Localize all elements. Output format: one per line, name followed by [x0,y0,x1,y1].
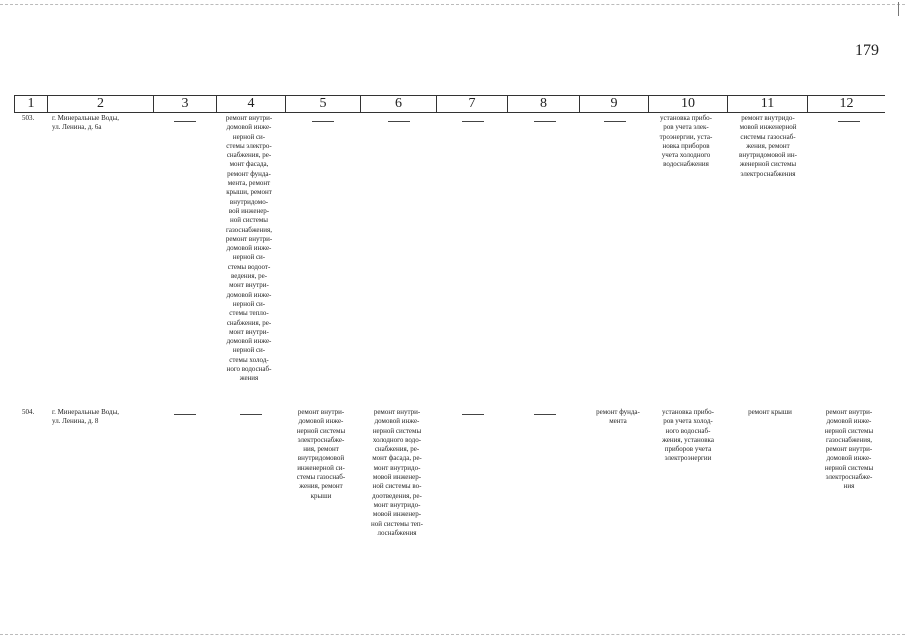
scan-edge-mark [898,2,899,16]
text-line: ремонт внутридо- [741,114,795,122]
text-line: установка прибо- [660,114,712,122]
text-line: стемы тепло- [229,309,269,318]
text-line: ния [843,482,855,491]
text-line: ремонт фунда- [227,169,271,178]
text-line: ведения, ре- [230,272,268,281]
empty-dash [174,414,196,415]
text-line: мента [609,417,627,426]
text-line: мовой инженерной [739,123,797,132]
text-line: мовой инженер- [372,473,422,482]
text-line: домовой инже- [226,337,272,346]
text-line: жения, ремонт [746,141,790,150]
text-line: электроэнергии [664,454,712,463]
text-line: приборов учета [664,445,712,454]
text-line: ремонт крыши [748,408,792,416]
header-cell-10: 10 [648,96,727,112]
header-cell-6: 6 [360,96,436,112]
works-cell-col12 [808,408,890,492]
text-line: стемы электро- [226,141,272,150]
text-line: внутридомовой ин- [739,151,797,160]
text-line: нерной системы [296,426,346,435]
text-line: электроснабжения [740,169,796,178]
text-line: нерной си- [232,346,266,355]
text-line: монт внутридо- [373,463,421,472]
text-line: монт фасада, ре- [372,454,422,463]
empty-dash [174,121,196,122]
text-line: нерной системы [372,426,422,435]
empty-dash [838,121,860,122]
text-line: стемы газоснаб- [296,473,346,482]
text-line: жения [239,374,259,383]
text-line: газоснабжения, [825,435,873,444]
text-line: системы газоснаб- [740,132,796,141]
text-line: учета холодного [661,151,711,160]
text-line: установка прибо- [662,408,714,416]
address-line: ул. Ленина, д. 6а [52,123,102,132]
header-cell-12: 12 [807,96,885,112]
text-line: стемы холод- [229,355,269,364]
address-line: ул. Ленина, д. 8 [52,417,99,426]
works-cell-col9 [582,408,654,427]
text-line: газоснабжения, [225,225,273,234]
empty-dash [462,121,484,122]
row-number: 504. [22,408,35,416]
text-line: ремонт внутри- [373,408,421,416]
text-line: вой инженер- [228,206,270,215]
text-line: электроснабже- [297,435,345,444]
text-line: крыши [310,491,332,500]
text-line: троэнергии, уста- [659,132,713,141]
text-line: инженерной си- [297,463,345,472]
scan-top-edge [0,4,905,5]
works-cell-col5 [281,408,361,501]
table-header-row [14,95,885,113]
text-line: ной системы [229,216,268,225]
text-line: электроснабже- [825,473,873,482]
text-line: ного водоснаб- [665,426,711,435]
text-line: домовой инже- [826,454,872,463]
text-line: ров учета элек- [663,123,709,132]
empty-dash [240,414,262,415]
text-line: ной системы во- [372,482,422,491]
text-line: ного водоснаб- [226,365,272,374]
header-cell-8: 8 [507,96,579,112]
header-cell-4: 4 [216,96,285,112]
text-line: водоснабжения [663,160,709,169]
text-line: нерной си- [232,299,266,308]
text-line: жения, установка [662,435,714,444]
text-line: домовой инже- [826,417,872,426]
text-line: ной системы теп- [371,519,423,528]
header-cell-3: 3 [153,96,216,112]
address-cell [52,408,152,427]
text-line: лоснабжения [377,528,417,537]
address-line: г. Минеральные Воды, [52,408,120,416]
text-line: холодного водо- [372,435,422,444]
text-line: снабжения, ре- [226,151,272,160]
text-line: снабжения, ре- [374,445,420,454]
text-line: мента, ремонт [227,179,271,188]
text-line: нерной си- [232,132,266,141]
text-line: ремонт фунда- [596,408,640,416]
text-line: нерной системы [824,463,874,472]
text-line: нерной системы [824,426,874,435]
text-line: домовой инже- [374,417,420,426]
address-line: г. Минеральные Воды, [52,114,120,122]
text-line: стемы водоот- [227,262,271,271]
header-cell-9: 9 [579,96,648,112]
works-cell-col6 [357,408,437,538]
text-line: женерной системы [739,160,797,169]
text-line: новка приборов [662,141,710,150]
row-number: 503. [22,114,35,122]
text-line: монт внутри- [229,327,269,336]
text-line: ров учета холод- [663,417,713,426]
text-line: ния, ремонт [303,445,339,454]
text-line: внутридомовой [297,454,345,463]
empty-dash [462,414,484,415]
empty-dash [534,121,556,122]
page-number: 179 [855,42,879,59]
text-line: домовой инже- [226,123,272,132]
empty-dash [388,121,410,122]
works-cell-col4 [209,114,289,384]
header-cell-7: 7 [436,96,507,112]
text-line: мовой инженер- [372,510,422,519]
empty-dash [604,121,626,122]
header-cell-11: 11 [727,96,807,112]
text-line: домовой инже- [298,417,344,426]
header-cell-1: 1 [14,96,47,112]
header-cell-2: 2 [47,96,153,112]
text-line: ремонт внутри- [825,408,873,416]
empty-dash [312,121,334,122]
empty-dash [534,414,556,415]
header-cell-5: 5 [285,96,360,112]
text-line: монт фасада, [229,160,269,169]
text-line: монт внутридо- [373,500,421,509]
text-line: нерной си- [232,253,266,262]
text-line: доотведения, ре- [372,491,422,500]
works-cell-col10 [644,114,728,170]
text-line: домовой инже- [226,290,272,299]
address-cell [52,114,152,133]
scan-bottom-edge [0,634,905,635]
text-line: крыши, ремонт [226,188,272,197]
text-line: ремонт внутри- [825,445,873,454]
text-line: снабжения, ре- [226,318,272,327]
works-cell-col11 [726,114,810,179]
text-line: ремонт внутри- [225,234,273,243]
works-cell-col11 [730,408,810,417]
text-line: ремонт внутри- [297,408,345,416]
text-line: ремонт внутри- [225,114,273,122]
text-line: жения, ремонт [299,482,343,491]
text-line: внутридомо- [229,197,269,206]
text-line: монт внутри- [229,281,269,290]
works-cell-col10 [646,408,730,464]
text-line: домовой инже- [226,244,272,253]
